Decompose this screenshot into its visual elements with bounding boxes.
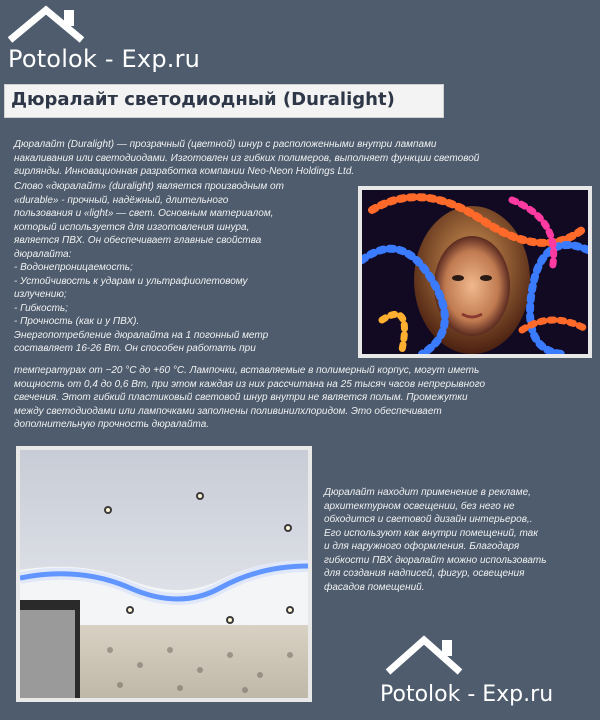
properties-line: составляет 16-26 Вт. Он способен работать при bbox=[14, 343, 256, 354]
site-logo-bottom[interactable] bbox=[376, 632, 600, 720]
specs-line: дополнительную прочность дюралайта. bbox=[14, 419, 210, 430]
applications-line: Дюралайт находит применение в рекламе, bbox=[324, 487, 531, 498]
intro-line: Дюралайт (Duralight) — прозрачный (цветной) шнур с расположенными внутри лампами bbox=[14, 139, 437, 150]
properties-line: который используется для изготовления шнура, bbox=[14, 221, 250, 233]
applications-line: для создания надписей, фигур, освещения bbox=[324, 568, 525, 579]
applications-line: обходится и световой дизайн интерьеров,. bbox=[324, 514, 533, 525]
properties-line: «durable» - прочный, надёжный, длительного bbox=[14, 194, 229, 206]
site-brand-name: Potolok - Exp.ru bbox=[4, 44, 206, 76]
house-roof-icon bbox=[382, 632, 478, 678]
applications-line: архитектурном освещении, без него не bbox=[324, 500, 515, 512]
applications-line: и для наружного оформления. Благодаря bbox=[324, 541, 520, 552]
duralight-girl-photo bbox=[358, 186, 592, 358]
properties-line: - Гибкость; bbox=[14, 302, 68, 314]
article-title: Дюралайт светодиодный (Duralight) bbox=[11, 89, 395, 110]
applications-line: гибкости ПВХ дюралайт можно использовать bbox=[324, 554, 547, 566]
intro-paragraph bbox=[14, 138, 594, 179]
properties-line: - Водонепроницаемость; bbox=[14, 262, 133, 273]
site-logo-top[interactable] bbox=[0, 0, 240, 80]
house-roof-icon bbox=[6, 4, 102, 44]
applications-line: Его используют как внутри помещений, так bbox=[324, 527, 538, 539]
article-title-bar bbox=[4, 84, 444, 118]
properties-line: пользования и «light» — свет. Основным материалом, bbox=[14, 208, 274, 219]
ceiling-duralight-photo bbox=[16, 446, 312, 702]
intro-line: гирлянды. Инновационная разработка компании Neo-Neon Holdings Ltd. bbox=[14, 166, 355, 177]
specs-line: свечения. Этот гибкий пластиковый световой шнур внутри не является полым. Промежутки bbox=[14, 392, 468, 403]
applications-paragraph bbox=[324, 486, 596, 594]
properties-line: Слово «дюралайт» (duralight) является производным от bbox=[14, 181, 284, 192]
specs-line: между светодиодами или лампочками заполнены поливинилхлоридом. Это обеспечивает bbox=[14, 405, 442, 417]
properties-line: является ПВХ. Он обеспечивает главные свойства bbox=[14, 235, 262, 246]
intro-line: накаливания или светодиодами. Изготовлен из гибких полимеров, выполняет функции световой bbox=[14, 152, 480, 164]
properties-line: Энергопотребление дюралайта на 1 погонный метр bbox=[14, 329, 269, 341]
properties-line: - Прочность (как и у ПВХ). bbox=[14, 316, 140, 327]
properties-line: дюралайта: bbox=[14, 248, 72, 260]
properties-line: - Устойчивость к ударам и ультрафиолетовому bbox=[14, 275, 248, 287]
site-brand-name: Potolok - Exp.ru bbox=[380, 682, 554, 707]
applications-line: фасадов помещений. bbox=[324, 581, 425, 593]
specs-paragraph bbox=[14, 364, 594, 432]
specs-line: температурах от −20 °C до +60 °C. Лампочки, вставляемые в полимерный корпус, могут иметь bbox=[14, 365, 480, 376]
specs-line: мощность от 0,4 до 0,6 Вт, при этом каждая из них рассчитана на 25 тысяч часов непрерывного bbox=[14, 378, 486, 390]
properties-paragraph bbox=[14, 180, 354, 356]
properties-line: излучению; bbox=[14, 289, 67, 300]
